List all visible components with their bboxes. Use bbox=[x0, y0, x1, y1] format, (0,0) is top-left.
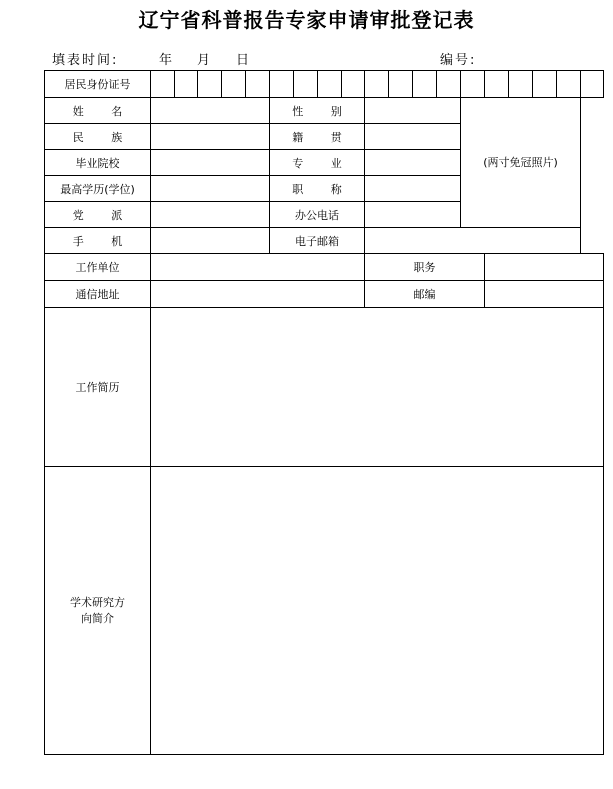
position-label: 职务 bbox=[365, 254, 485, 281]
professional-title-field[interactable] bbox=[365, 176, 461, 202]
name-field[interactable] bbox=[151, 98, 270, 124]
day-label: 日 bbox=[236, 53, 250, 68]
gender-field[interactable] bbox=[365, 98, 461, 124]
month-label: 月 bbox=[197, 53, 211, 68]
id-digit-box[interactable] bbox=[389, 71, 413, 98]
ethnicity-label: 民 族 bbox=[45, 124, 151, 150]
email-field[interactable] bbox=[365, 228, 581, 254]
position-field[interactable] bbox=[485, 254, 604, 281]
id-digit-box bbox=[581, 71, 604, 98]
fill-time-label: 填表时间: bbox=[52, 53, 119, 68]
address-field[interactable] bbox=[151, 281, 365, 308]
major-field[interactable] bbox=[365, 150, 461, 176]
name-label: 姓 名 bbox=[45, 98, 151, 124]
id-digit-box[interactable] bbox=[533, 71, 557, 98]
work-resume-field[interactable] bbox=[151, 308, 604, 467]
email-label: 电子邮箱 bbox=[270, 228, 365, 254]
id-digit-box[interactable] bbox=[365, 71, 389, 98]
registration-form-table bbox=[44, 70, 604, 755]
gender-label: 性 别 bbox=[270, 98, 365, 124]
id-digit-box[interactable] bbox=[413, 71, 437, 98]
party-field[interactable] bbox=[151, 202, 270, 228]
work-unit-field[interactable] bbox=[151, 254, 365, 281]
school-label: 毕业院校 bbox=[45, 150, 151, 176]
id-digit-box[interactable] bbox=[557, 71, 581, 98]
school-field[interactable] bbox=[151, 150, 270, 176]
id-digit-box[interactable] bbox=[342, 71, 365, 98]
id-digit-box[interactable] bbox=[509, 71, 533, 98]
education-field[interactable] bbox=[151, 176, 270, 202]
number-label: 编号: bbox=[440, 53, 477, 68]
ethnicity-field[interactable] bbox=[151, 124, 270, 150]
work-unit-label: 工作单位 bbox=[45, 254, 151, 281]
education-label: 最高学历(学位) bbox=[45, 176, 151, 202]
id-digit-box[interactable] bbox=[246, 71, 270, 98]
research-intro-field[interactable] bbox=[151, 467, 604, 755]
work-resume-label: 工作简历 bbox=[45, 308, 151, 467]
research-intro-label bbox=[45, 467, 151, 755]
id-number-row bbox=[45, 71, 604, 98]
id-digit-box[interactable] bbox=[294, 71, 318, 98]
postcode-field[interactable] bbox=[485, 281, 604, 308]
id-digit-box[interactable] bbox=[222, 71, 246, 98]
major-label: 专 业 bbox=[270, 150, 365, 176]
postcode-label: 邮编 bbox=[365, 281, 485, 308]
id-digit-box[interactable] bbox=[151, 71, 175, 98]
professional-title-label: 职 称 bbox=[270, 176, 365, 202]
mobile-label: 手 机 bbox=[45, 228, 151, 254]
office-phone-field[interactable] bbox=[365, 202, 461, 228]
party-label: 党 派 bbox=[45, 202, 151, 228]
photo-placeholder[interactable]: (两寸免冠照片) bbox=[461, 98, 581, 228]
year-label: 年 bbox=[159, 53, 173, 68]
research-intro-label-text: 学术研究方向简介 bbox=[70, 595, 125, 625]
id-digit-box[interactable] bbox=[485, 71, 509, 98]
id-digit-box[interactable] bbox=[198, 71, 222, 98]
native-place-label: 籍 贯 bbox=[270, 124, 365, 150]
form-title: 辽宁省科普报告专家申请审批登记表 bbox=[138, 8, 475, 32]
address-label: 通信地址 bbox=[45, 281, 151, 308]
id-digit-box[interactable] bbox=[437, 71, 461, 98]
id-digit-box[interactable] bbox=[461, 71, 485, 98]
id-digit-box[interactable] bbox=[175, 71, 198, 98]
native-place-field[interactable] bbox=[365, 124, 461, 150]
mobile-field[interactable] bbox=[151, 228, 270, 254]
id-digit-box[interactable] bbox=[318, 71, 342, 98]
id-digit-box[interactable] bbox=[270, 71, 294, 98]
office-phone-label: 办公电话 bbox=[270, 202, 365, 228]
id-number-label: 居民身份证号 bbox=[45, 71, 151, 98]
